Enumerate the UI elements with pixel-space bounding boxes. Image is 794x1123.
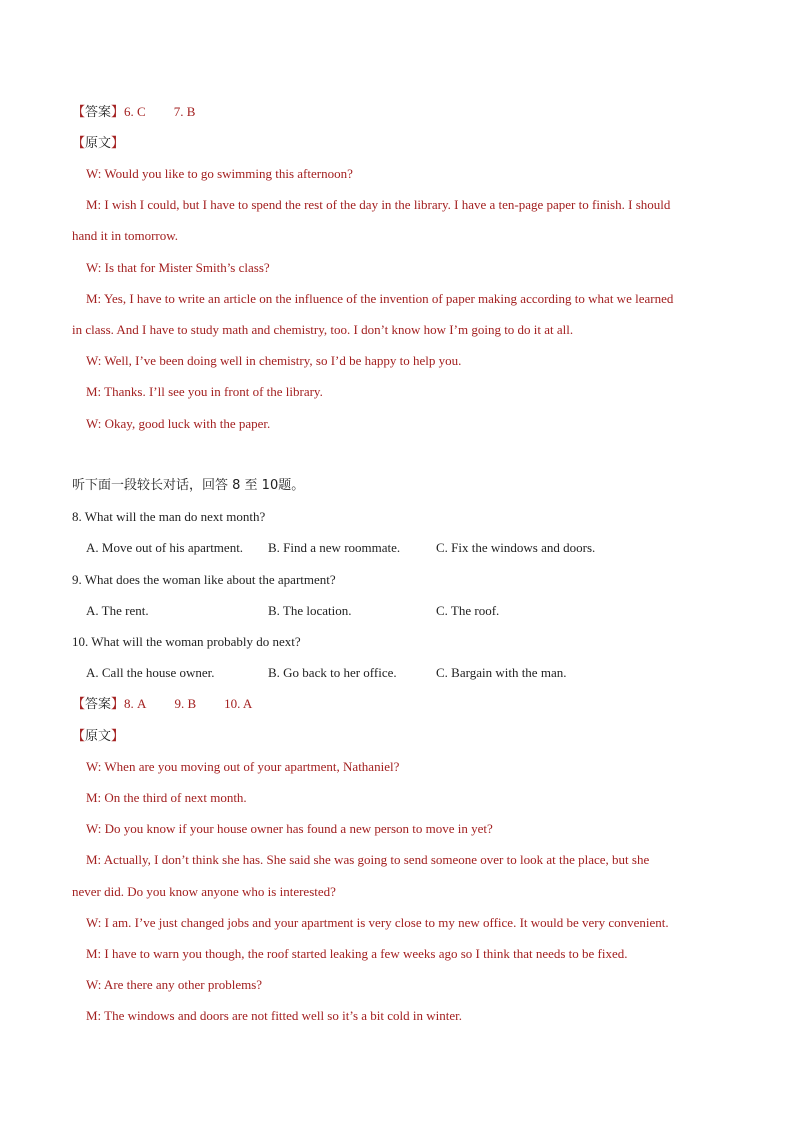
question-10-option-c: C. Bargain with the man. bbox=[436, 665, 567, 680]
original-label: 原文 bbox=[85, 136, 112, 151]
answer-label: 答案 bbox=[85, 105, 112, 120]
answer-8: 8. A bbox=[124, 696, 147, 711]
dialogue-line: W: I am. I’ve just changed jobs and your apartment is very close to my new office. It would be very convenient. bbox=[86, 915, 669, 930]
original-bracket-close: 】 bbox=[111, 136, 125, 151]
question-8-option-c: C. Fix the windows and doors. bbox=[436, 540, 596, 555]
original-line-2 bbox=[72, 728, 124, 745]
answer-bracket-open: 【 bbox=[72, 697, 86, 712]
answer-line-2 bbox=[72, 696, 252, 713]
original-line-1 bbox=[72, 135, 124, 152]
question-9-option-a: A. The rent. bbox=[86, 603, 149, 618]
question-10: 10. What will the woman probably do next? bbox=[72, 634, 301, 649]
dialogue-line: W: Okay, good luck with the paper. bbox=[86, 416, 271, 431]
dialogue-line: W: When are you moving out of your apartment, Nathaniel? bbox=[86, 759, 400, 774]
section-intro: 听下面一段较长对话，回答 8 至 10题。 bbox=[72, 478, 305, 493]
answer-bracket-close: 】 bbox=[111, 697, 125, 712]
dialogue-line: W: Would you like to go swimming this afternoon? bbox=[86, 166, 353, 181]
answer-9: 9. B bbox=[174, 696, 197, 711]
question-8: 8. What will the man do next month? bbox=[72, 509, 266, 524]
dialogue-line: M: On the third of next month. bbox=[86, 790, 247, 805]
dialogue-line: M: Actually, I don’t think she has. She said she was going to send someone over to look at the place, but she bbox=[86, 852, 650, 867]
question-8-option-a: A. Move out of his apartment. bbox=[86, 540, 244, 555]
dialogue-line: W: Well, I’ve been doing well in chemistry, so I’d be happy to help you. bbox=[86, 353, 462, 368]
dialogue-line: M: I have to warn you though, the roof started leaking a few weeks ago so I think that needs to be fixed. bbox=[86, 946, 628, 961]
question-10-option-b: B. Go back to her office. bbox=[268, 665, 397, 680]
dialogue-line: W: Do you know if your house owner has found a new person to move in yet? bbox=[86, 821, 493, 836]
dialogue-line: W: Is that for Mister Smith’s class? bbox=[86, 260, 270, 275]
answer-bracket-close: 】 bbox=[111, 105, 125, 120]
answer-line-1 bbox=[72, 104, 195, 121]
question-9-option-b: B. The location. bbox=[268, 603, 352, 618]
original-label: 原文 bbox=[85, 729, 112, 744]
dialogue-line: in class. And I have to study math and chemistry, too. I don’t know how I’m going to do it at all. bbox=[72, 322, 574, 337]
dialogue-line: hand it in tomorrow. bbox=[72, 228, 179, 243]
question-9: 9. What does the woman like about the apartment? bbox=[72, 572, 336, 587]
dialogue-line: M: I wish I could, but I have to spend the rest of the day in the library. I have a ten-page paper to finish. I should bbox=[86, 197, 671, 212]
dialogue-line: M: Yes, I have to write an article on the influence of the invention of paper making according to what we learned bbox=[86, 291, 674, 306]
dialogue-line: M: The windows and doors are not fitted well so it’s a bit cold in winter. bbox=[86, 1008, 462, 1023]
question-8-option-b: B. Find a new roommate. bbox=[268, 540, 401, 555]
answer-6: 6. C bbox=[124, 104, 146, 119]
answer-bracket-open: 【 bbox=[72, 105, 86, 120]
original-bracket-open: 【 bbox=[72, 729, 86, 744]
dialogue-line: W: Are there any other problems? bbox=[86, 977, 263, 992]
dialogue-line: never did. Do you know anyone who is interested? bbox=[72, 884, 336, 899]
question-10-option-a: A. Call the house owner. bbox=[86, 665, 215, 680]
question-9-option-c: C. The roof. bbox=[436, 603, 500, 618]
original-bracket-close: 】 bbox=[111, 729, 125, 744]
answer-7: 7. B bbox=[173, 104, 196, 119]
answer-label: 答案 bbox=[85, 697, 112, 712]
answer-10: 10. A bbox=[224, 696, 253, 711]
dialogue-line: M: Thanks. I’ll see you in front of the library. bbox=[86, 384, 323, 399]
original-bracket-open: 【 bbox=[72, 136, 86, 151]
